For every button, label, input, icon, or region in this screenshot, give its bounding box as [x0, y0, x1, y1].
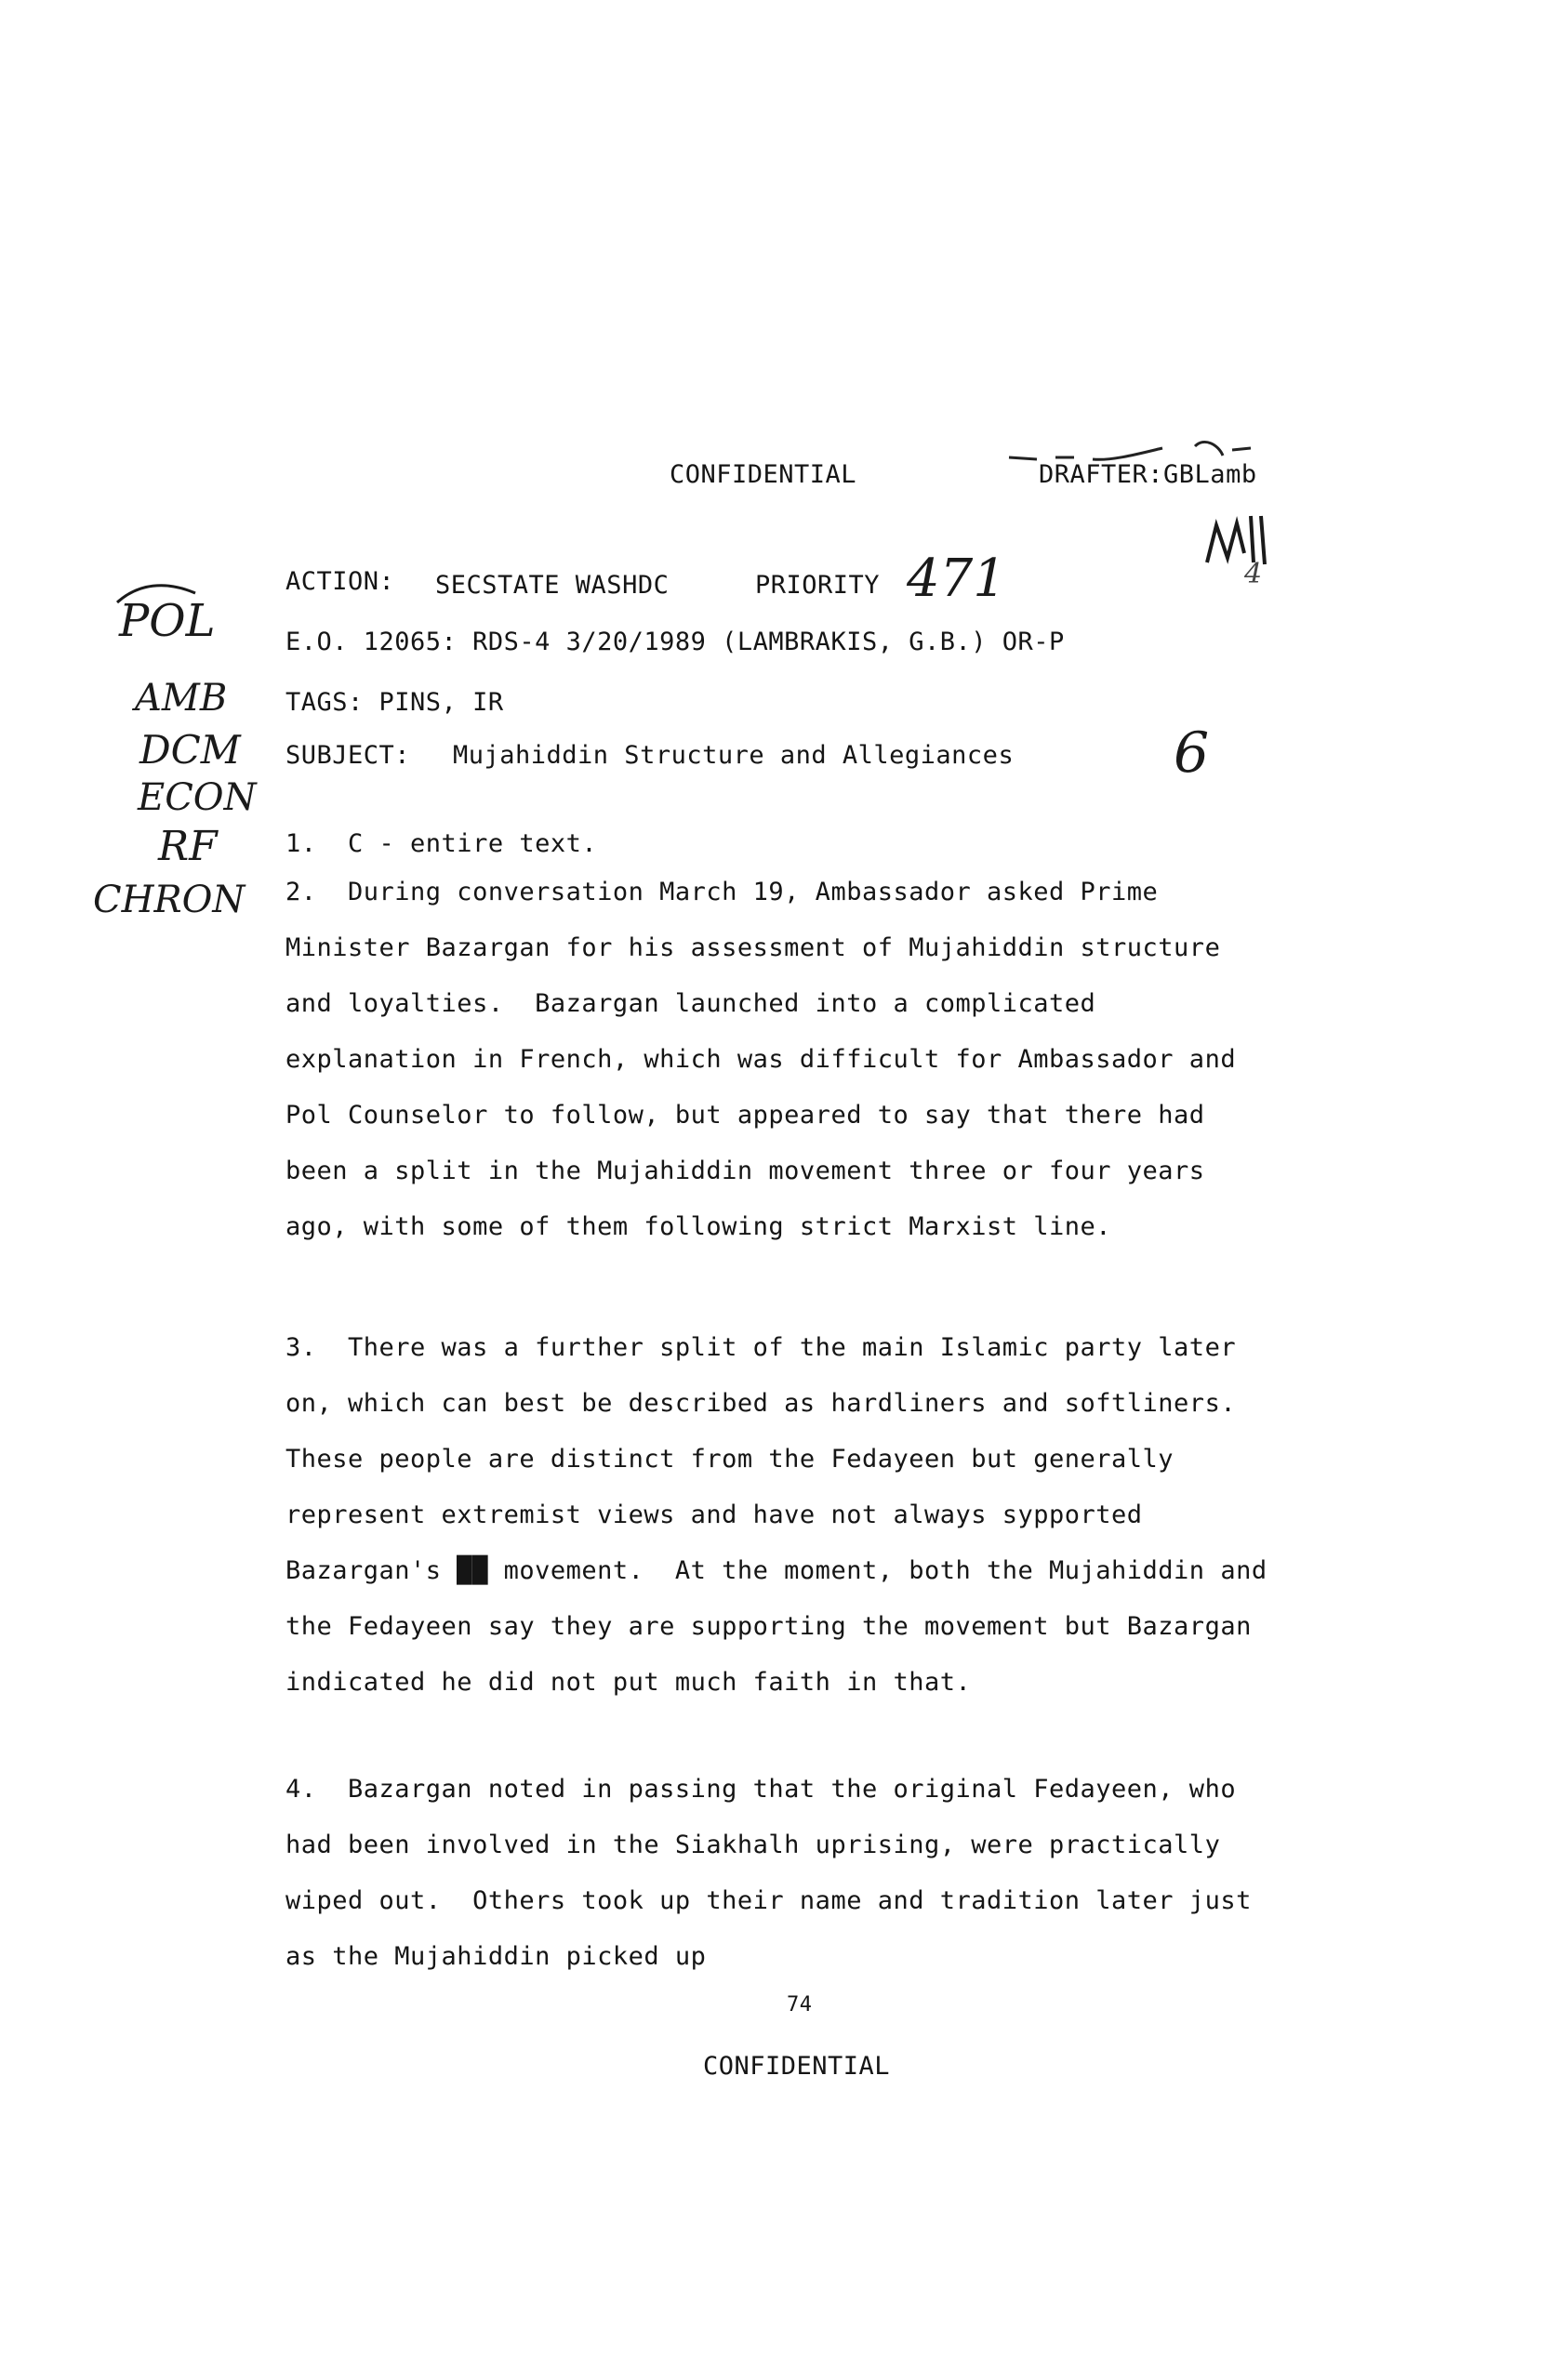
right-margin-mark-1: 6	[1174, 721, 1210, 786]
eo-line: E.O. 12065: RDS-4 3/20/1989 (LAMBRAKIS, G.B.) OR-P	[285, 628, 1065, 656]
right-margin-mark-2: 4	[1244, 558, 1263, 590]
classification-footer: CONFIDENTIAL	[703, 2052, 891, 2081]
margin-mark-amb: AMB	[135, 677, 228, 720]
margin-mark-pol: POL	[119, 595, 216, 647]
margin-mark-rf: RF	[158, 823, 218, 870]
action-label: ACTION:	[285, 567, 395, 596]
drafter-line: DRAFTER:GBLamb	[1039, 460, 1257, 489]
page-number: 74	[787, 1993, 813, 2016]
paragraph-1: 1. C - entire text.	[285, 829, 598, 858]
margin-mark-dcm: DCM	[139, 727, 241, 773]
priority-number-handwritten: 471	[907, 549, 1006, 609]
subject-text: Mujahiddin Structure and Allegiances	[453, 741, 1015, 770]
action-value: SECSTATE WASHDC	[435, 571, 670, 600]
tags-line: TAGS: PINS, IR	[285, 688, 504, 717]
margin-mark-chron: CHRON	[93, 879, 246, 921]
paragraph-3: 3. There was a further split of the main Islamic party later on, which can best be described as hardliners and softliners. These people are distinct from the Fedayeen but generally represent extremist views and have not always sypported Bazargan's ██ movement. At the moment, both the Mujahiddin and the Fedayeen say they are supporting the movement but Bazargan indicated he did not put much faith in that.	[285, 1333, 1283, 1697]
paragraph-2: 2. During conversation March 19, Ambassador asked Prime Minister Bazargan for his assessment of Mujahiddin structure and loyalties. Bazargan launched into a complicated explanation in French, which was difficult for Ambassador and Pol Counselor to follow, but appeared to say that there had been a split in the Mujahiddin movement three or four years ago, with some of them following strict Marxist line.	[285, 878, 1252, 1241]
classification-header: CONFIDENTIAL	[670, 460, 857, 489]
margin-mark-econ: ECON	[138, 776, 257, 819]
paragraph-4: 4. Bazargan noted in passing that the original Fedayeen, who had been involved in the Siakhalh uprising, were practically wiped out. Others took up their name and tradition later just as the Mujahiddin picked up	[285, 1775, 1267, 1971]
priority-label: PRIORITY	[755, 571, 881, 600]
handwritten-initials-mark	[1200, 507, 1283, 590]
subject-label: SUBJECT:	[285, 741, 411, 770]
margin-check-mark	[110, 576, 203, 614]
drafter-scribble-mark	[1000, 437, 1279, 474]
